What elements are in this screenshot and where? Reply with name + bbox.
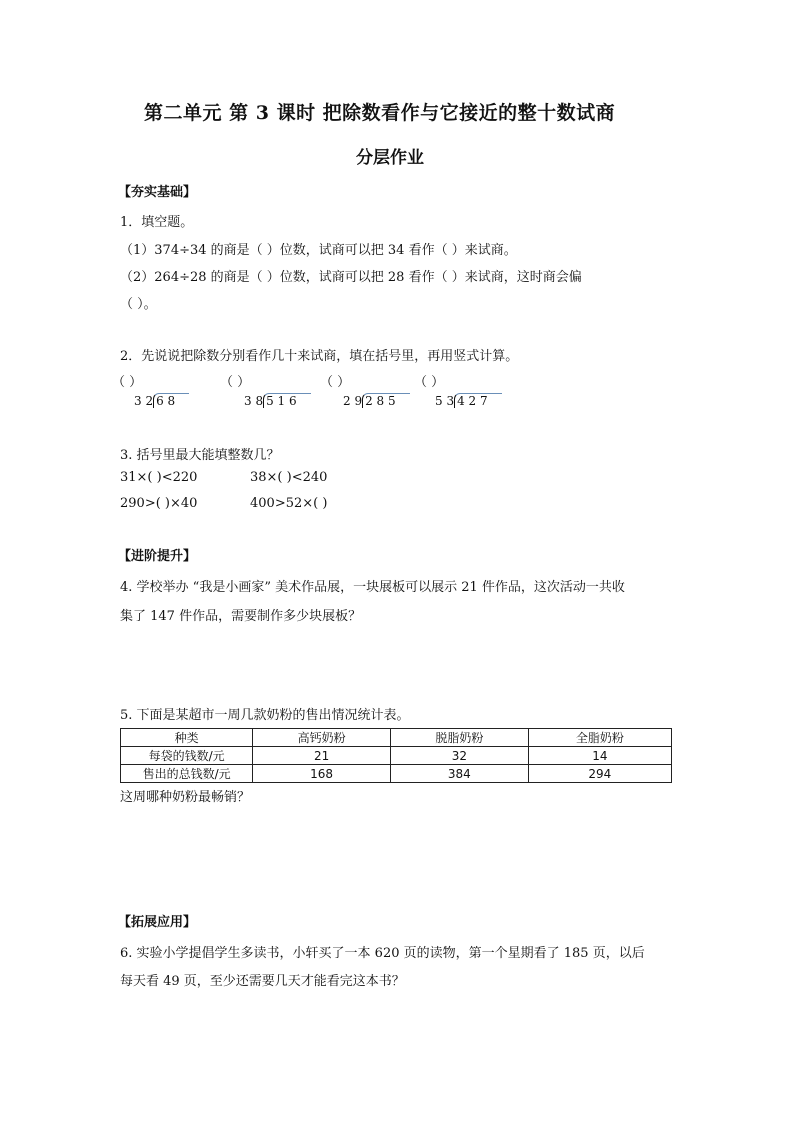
- divisor: 2 9: [343, 394, 363, 408]
- section-basic-heading: 【夯实基础】: [118, 185, 197, 200]
- dividend: 6 8: [153, 393, 189, 408]
- table-cell: 售出的总钱数/元: [121, 765, 253, 783]
- table-cell: 21: [253, 747, 391, 765]
- long-division: [343, 393, 410, 408]
- table-cell: 384: [390, 765, 528, 783]
- divisor: 3 8: [244, 394, 264, 408]
- table-row: [121, 765, 672, 783]
- long-division: [244, 393, 311, 408]
- q3-prompt: 3. 括号里最大能填整数几？: [120, 448, 280, 463]
- long-division: [134, 393, 189, 408]
- q1-line3: （ ）。: [120, 297, 157, 312]
- table-header-cell: 种类: [121, 729, 253, 747]
- page-subtitle: 分层作业: [356, 148, 424, 168]
- table-cell: 168: [253, 765, 391, 783]
- table-header-cell: 脱脂奶粉: [390, 729, 528, 747]
- q3-item: 400>52×( ): [250, 496, 328, 511]
- q2-answer-paren: （ ）: [320, 375, 351, 390]
- q5-question: 这周哪种奶粉最畅销？: [120, 790, 251, 805]
- dividend: 2 8 5: [362, 393, 410, 408]
- table-cell: 32: [390, 747, 528, 765]
- q2-answer-paren: （ ）: [414, 375, 445, 390]
- q1-line2: （2）264÷28 的商是（ ）位数，试商可以把 28 看作（ ）来试商，这时商会偏: [120, 270, 582, 285]
- dividend: 4 2 7: [454, 393, 502, 408]
- table-row: [121, 747, 672, 765]
- q3-item: 31×( )<220: [120, 470, 198, 485]
- sales-table: [120, 728, 672, 783]
- q3-item: 38×( )<240: [250, 470, 328, 485]
- q4-line2: 集了 147 件作品，需要制作多少块展板？: [120, 609, 362, 624]
- long-division: [435, 393, 502, 408]
- divisor: 5 3: [435, 394, 455, 408]
- table-cell: 每袋的钱数/元: [121, 747, 253, 765]
- table-cell: 14: [528, 747, 671, 765]
- q6-line1: 6. 实验小学提倡学生多读书，小轩买了一本 620 页的读物，第一个星期看了 185 页，以后: [120, 946, 645, 961]
- q2-answer-paren: （ ）: [220, 375, 251, 390]
- section-extended-heading: 【拓展应用】: [118, 915, 197, 930]
- q3-item: 290>( )×40: [120, 496, 198, 511]
- q1-prompt: 1．填空题。: [120, 215, 194, 230]
- table-header-row: [121, 729, 672, 747]
- table-header-cell: 高钙奶粉: [253, 729, 391, 747]
- q2-answer-paren: （ ）: [112, 375, 143, 390]
- dividend: 5 1 6: [263, 393, 311, 408]
- page-title: 第二单元 第 3 课时 把除数看作与它接近的整十数试商: [144, 102, 616, 124]
- section-advanced-heading: 【进阶提升】: [118, 549, 197, 564]
- table-header-cell: 全脂奶粉: [528, 729, 671, 747]
- q1-line1: （1）374÷34 的商是（ ）位数，试商可以把 34 看作（ ）来试商。: [120, 243, 517, 258]
- q6-line2: 每天看 49 页，至少还需要几天才能看完这本书？: [120, 974, 405, 989]
- q4-line1: 4. 学校举办 “我是小画家” 美术作品展，一块展板可以展示 21 件作品，这次活动一共收: [120, 580, 625, 595]
- divisor: 3 2: [134, 394, 154, 408]
- q2-prompt: 2．先说说把除数分别看作几十来试商，填在括号里，再用竖式计算。: [120, 349, 519, 364]
- table-cell: 294: [528, 765, 671, 783]
- q5-prompt: 5. 下面是某超市一周几款奶粉的售出情况统计表。: [120, 708, 410, 723]
